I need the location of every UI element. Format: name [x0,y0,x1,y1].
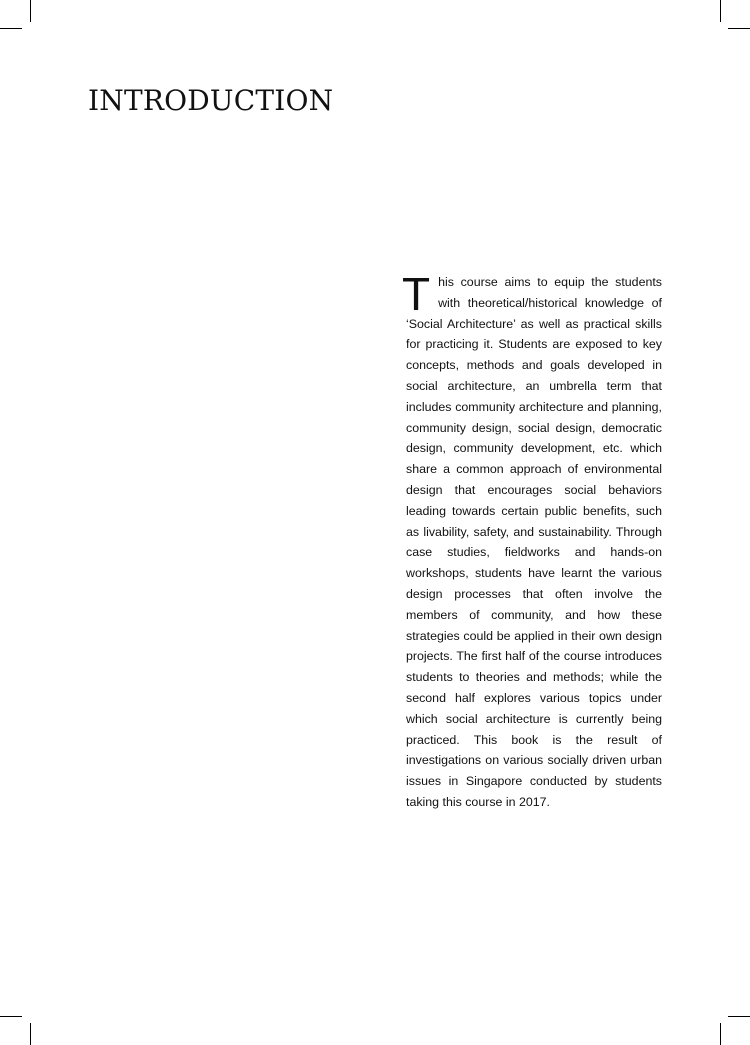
crop-mark-bottom-left-vertical [30,1023,31,1045]
intro-text: his course aims to equip the students with theoretical/historical knowledge of ‘Social Architecture’ as well as practical skills for practicing it. Students are exposed to key concepts, methods and goals developed in social architecture, an umbrella term that includes community architecture and planning, community design, social design, democratic design, community development, etc. which share a common approach of environmental design that encourages social behaviors leading towards certain public benefits, such as livability, safety, and sustainability. Through case studies, fieldworks and hands-on workshops, students have learnt the various design processes that often involve the members of community, and how these strategies could be applied in their own design projects. The first half of the course introduces students to theories and methods; while the second half explores various topics under which social architecture is currently being practiced. This book is the result of investigations on various socially driven urban issues in Singapore conducted by students taking this course in 2017. [406,275,662,809]
crop-mark-top-right-vertical [720,0,721,22]
crop-mark-top-left-horizontal [0,28,22,29]
crop-mark-top-left-vertical [30,0,31,22]
crop-mark-bottom-right-vertical [720,1023,721,1045]
crop-mark-bottom-left-horizontal [0,1016,22,1017]
page-title: INTRODUCTION [88,84,334,117]
intro-paragraph [402,268,662,813]
crop-mark-bottom-right-horizontal [728,1016,750,1017]
crop-mark-top-right-horizontal [728,28,750,29]
drop-cap: T [402,268,431,320]
